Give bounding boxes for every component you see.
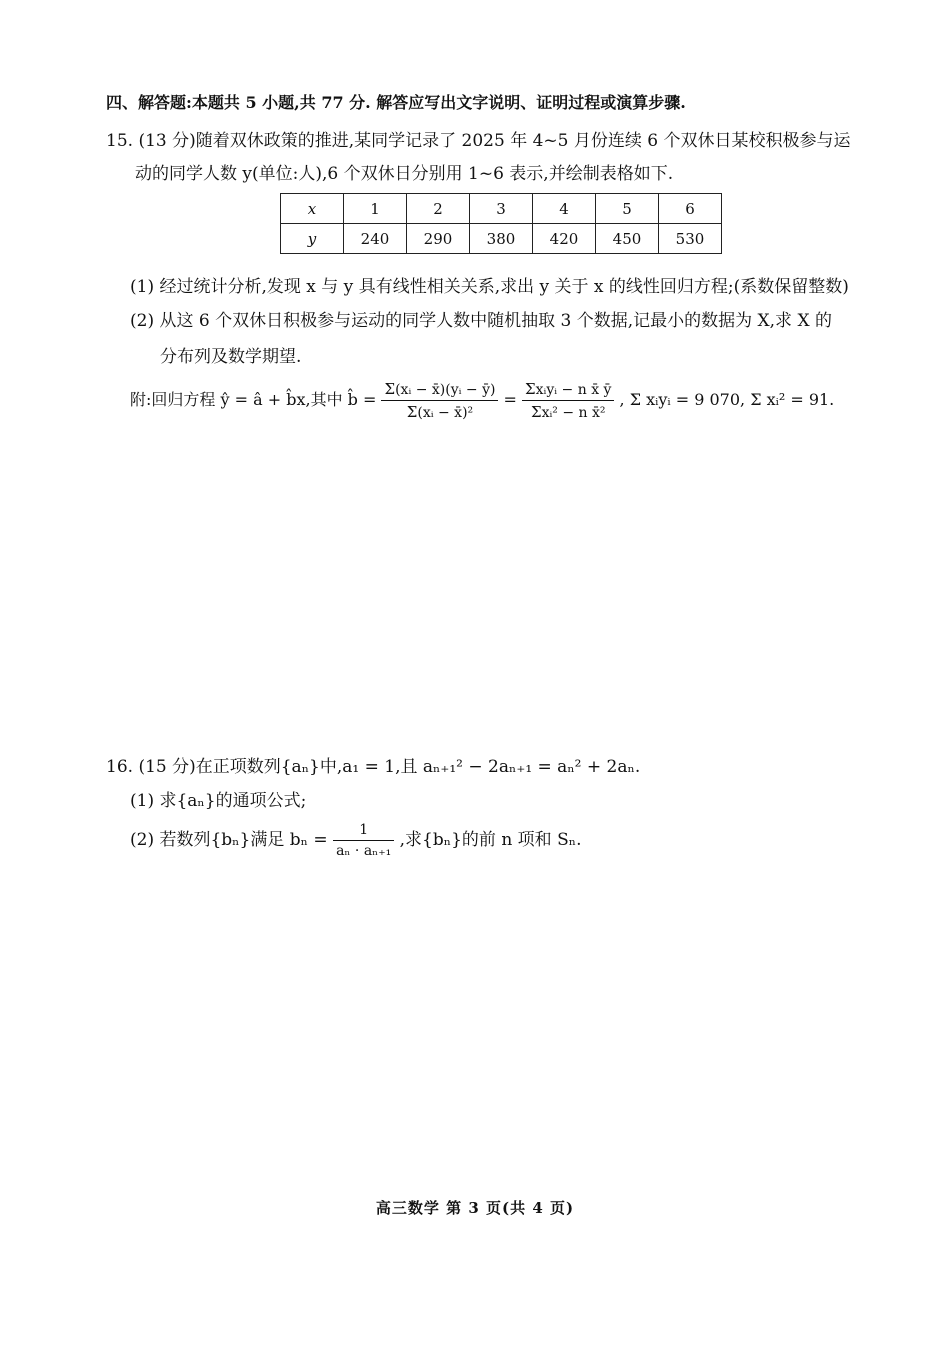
fraction-2-numerator: xᵢyᵢ − n x̄ ȳ <box>535 382 612 398</box>
q16-stem: 16. (15 分)在正项数列{aₙ}中,a₁ = 1,且 aₙ₊₁² − 2aₙ₊₁ = aₙ² + 2aₙ. <box>106 757 641 777</box>
sum-icon: Σ <box>525 380 536 398</box>
table-cell: x <box>281 194 344 224</box>
q16-part2-suffix: ,求{bₙ}的前 n 项和 Sₙ. <box>399 830 582 850</box>
table-cell: y <box>281 224 344 254</box>
table-row-y <box>281 224 722 254</box>
q16-part1: (1) 求{aₙ}的通项公式; <box>130 791 307 811</box>
table-cell: 420 <box>533 224 596 254</box>
formula-prefix: 附:回归方程 ŷ = â + b̂x,其中 b̂ = <box>130 390 377 409</box>
q16-part2 <box>130 822 581 859</box>
sum-x2: Σ xᵢ² = 91. <box>750 390 835 409</box>
section-header: 四、解答题:本题共 5 小题,共 77 分. 解答应写出文字说明、证明过程或演算步骤. <box>106 93 686 112</box>
table-cell: 1 <box>344 194 407 224</box>
q16-fraction-denominator: aₙ · aₙ₊₁ <box>336 843 392 859</box>
table-cell: 240 <box>344 224 407 254</box>
table-cell: 290 <box>407 224 470 254</box>
table-row-x <box>281 194 722 224</box>
q16-fraction-numerator: 1 <box>333 822 394 841</box>
q15-stem-line2: 动的同学人数 y(单位:人),6 个双休日分别用 1~6 表示,并绘制表格如下. <box>135 164 674 184</box>
q16-part2-prefix: (2) 若数列{bₙ}满足 bₙ = <box>130 830 328 850</box>
fraction-1-numerator: (xᵢ − x̄)(yᵢ − ȳ) <box>395 382 496 398</box>
q15-stem-line1: 15. (13 分)随着双休政策的推进,某同学记录了 2025 年 4~5 月份连续 6 个双休日某校积极参与运 <box>106 131 851 151</box>
sum-icon: Σ <box>530 403 542 421</box>
fraction-1-denominator: (xᵢ − x̄)² <box>417 405 474 421</box>
fraction-1 <box>381 380 498 421</box>
table-cell: 3 <box>470 194 533 224</box>
table-cell: 5 <box>596 194 659 224</box>
sum-xy: , Σ xᵢyᵢ = 9 070, <box>619 390 746 409</box>
q15-part2-line1: (2) 从这 6 个双休日积极参与运动的同学人数中随机抽取 3 个数据,记最小的数据为 X,求 X 的 <box>130 311 832 331</box>
q16-fraction <box>333 822 394 859</box>
table-cell: 380 <box>470 224 533 254</box>
q15-part2-line2: 分布列及数学期望. <box>160 347 302 367</box>
equals-sign: = <box>503 390 517 409</box>
table-cell: 6 <box>659 194 722 224</box>
sum-icon: Σ <box>406 403 418 421</box>
fraction-2 <box>522 380 614 421</box>
data-table <box>280 193 722 254</box>
q15-part1: (1) 经过统计分析,发现 x 与 y 具有线性相关关系,求出 y 关于 x 的线性回归方程;(系数保留整数) <box>130 277 849 297</box>
table-cell: 450 <box>596 224 659 254</box>
table-cell: 2 <box>407 194 470 224</box>
page-footer: 高三数学 第 3 页(共 4 页) <box>375 1199 575 1217</box>
fraction-2-denominator: xᵢ² − n x̄² <box>541 405 606 421</box>
table-cell: 4 <box>533 194 596 224</box>
sum-icon: Σ <box>384 380 396 398</box>
table-cell: 530 <box>659 224 722 254</box>
regression-formula <box>130 380 834 421</box>
